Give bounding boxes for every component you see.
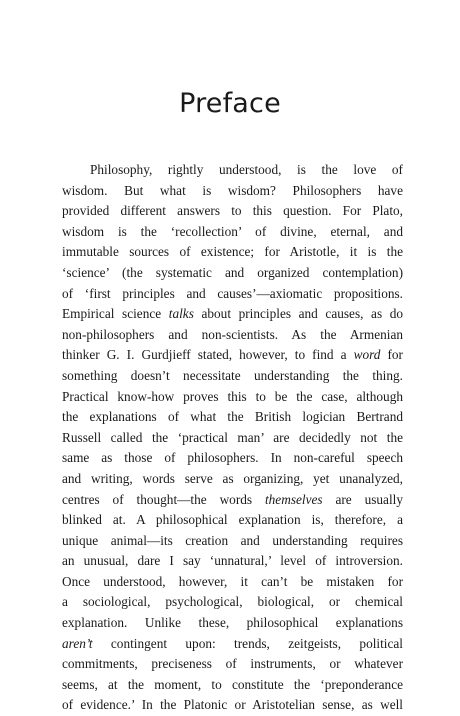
text-line: of evidence.’ In the Platonic or Aristotelian sense, as well: [62, 697, 403, 713]
text-line: unique animal—its creation and understanding requires: [62, 532, 403, 548]
text-line: Philosophy, rightly understood, is the love of: [90, 162, 403, 177]
text-line: same as those of philosophers. In non-careful speech: [62, 450, 403, 466]
emphasized-word: aren’t: [62, 635, 93, 651]
text-line: of ‘first principles and causes’—axiomatic propositions.: [62, 285, 403, 301]
text-line: non-philosophers and non-scientists. As the Armenian: [62, 326, 403, 342]
text-line: wisdom is the ‘recollection’ of divine, eternal, and: [62, 223, 403, 239]
text-line: seems, at the moment, to constitute the ‘preponderance: [62, 676, 403, 692]
text-line: Practical know-how proves this to be the case, although: [62, 388, 403, 404]
text-line: immutable sources of existence; for Aristotle, it is the: [62, 244, 403, 260]
text-line: Once understood, however, it can’t be mistaken for: [62, 573, 403, 589]
text-line: something doesn’t necessitate understanding the thing.: [62, 367, 403, 383]
text-line: thinker G. I. Gurdjieff stated, however, to find a word for: [62, 347, 403, 363]
preface-paragraph: [62, 160, 403, 716]
text-line: and writing, words serve as organizing, yet unanalyzed,: [62, 470, 403, 486]
text-line: centres of thought—the words themselves are usually: [62, 491, 403, 507]
text-line: commitments, preciseness of instruments, or whatever: [62, 656, 403, 672]
emphasized-word: talks: [168, 306, 194, 322]
text-line: Empirical science talks about principles and causes, as do: [62, 306, 403, 322]
emphasized-word: themselves: [264, 491, 323, 507]
page-title: Preface: [179, 88, 281, 119]
emphasized-word: word: [353, 347, 381, 363]
text-line: provided different answers to this question. For Plato,: [62, 203, 403, 219]
text-line: blinked at. A philosophical explanation is, therefore, a: [62, 512, 403, 528]
text-line: explanation. Unlike these, philosophical explanations: [62, 615, 403, 631]
text-line: a sociological, psychological, biological, or chemical: [62, 594, 403, 610]
text-line: aren’t contingent upon: trends, zeitgeists, political: [62, 635, 403, 651]
text-line: Russell called the ‘practical man’ are decidedly not the: [62, 429, 403, 445]
text-line: an unusual, dare I say ‘unnatural,’ level of introversion.: [62, 553, 403, 569]
text-line: wisdom. But what is wisdom? Philosophers have: [62, 182, 403, 198]
text-line: the explanations of what the British logician Bertrand: [62, 409, 403, 425]
text-line: ‘science’ (the systematic and organized contemplation): [62, 264, 403, 280]
